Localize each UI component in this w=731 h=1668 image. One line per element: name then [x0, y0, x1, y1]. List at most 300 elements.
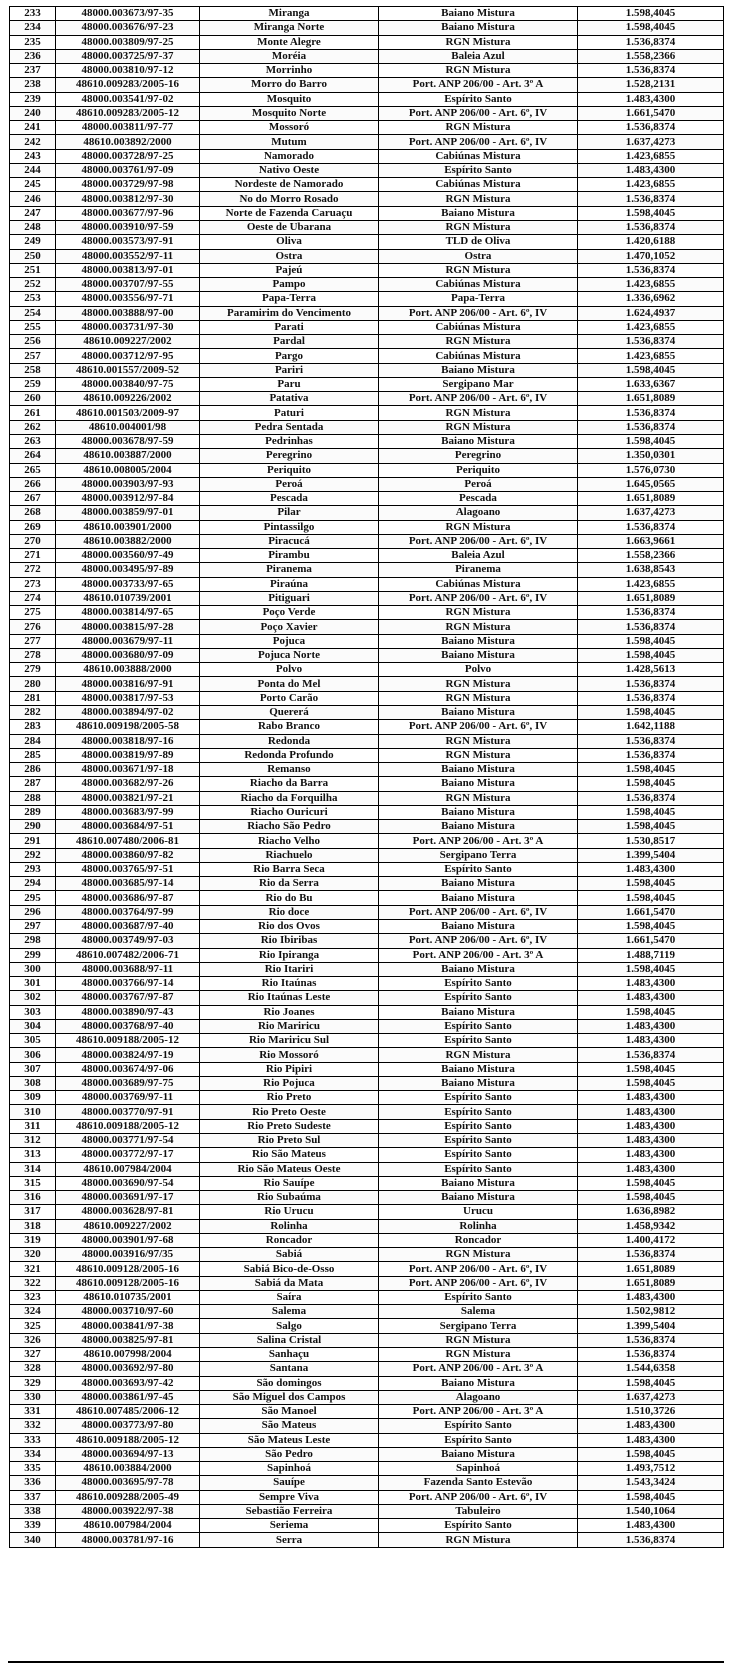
row-number-cell: 270 — [10, 534, 56, 548]
price-cell: 1.651,8089 — [578, 1276, 724, 1290]
reference-oil-cell: Baiano Mistura — [379, 805, 578, 819]
table-row — [10, 1091, 724, 1105]
reference-oil-cell: Papa-Terra — [379, 292, 578, 306]
process-number-cell: 48610.001557/2009-52 — [56, 363, 200, 377]
row-number-cell: 283 — [10, 720, 56, 734]
row-number-cell: 261 — [10, 406, 56, 420]
field-name-cell: Quererá — [200, 706, 379, 720]
row-number-cell: 321 — [10, 1262, 56, 1276]
reference-oil-cell: Alagoano — [379, 1390, 578, 1404]
field-name-cell: Namorado — [200, 149, 379, 163]
field-name-cell: Porto Carão — [200, 691, 379, 705]
row-number-cell: 306 — [10, 1048, 56, 1062]
price-cell: 1.483,4300 — [578, 1091, 724, 1105]
table-row — [10, 7, 724, 21]
process-number-cell: 48000.003692/97-80 — [56, 1362, 200, 1376]
process-number-cell: 48000.003816/97-91 — [56, 677, 200, 691]
row-number-cell: 257 — [10, 349, 56, 363]
table-row — [10, 434, 724, 448]
field-name-cell: Rio Subaúma — [200, 1191, 379, 1205]
reference-oil-cell: RGN Mistura — [379, 677, 578, 691]
table-row — [10, 991, 724, 1005]
reference-oil-cell: Baiano Mistura — [379, 1191, 578, 1205]
price-cell: 1.598,4045 — [578, 634, 724, 648]
price-cell: 1.651,8089 — [578, 392, 724, 406]
reference-oil-cell: Alagoano — [379, 506, 578, 520]
price-cell: 1.544,6358 — [578, 1362, 724, 1376]
reference-oil-cell: Sergipano Terra — [379, 1319, 578, 1333]
reference-oil-cell: Baiano Mistura — [379, 21, 578, 35]
table-row — [10, 235, 724, 249]
field-name-cell: Pojuca — [200, 634, 379, 648]
process-number-cell: 48000.003725/97-37 — [56, 49, 200, 63]
row-number-cell: 293 — [10, 862, 56, 876]
price-cell: 1.598,4045 — [578, 920, 724, 934]
reference-oil-cell: RGN Mistura — [379, 748, 578, 762]
process-number-cell: 48610.009226/2002 — [56, 392, 200, 406]
process-number-cell: 48000.003860/97-82 — [56, 848, 200, 862]
field-name-cell: Rio Urucu — [200, 1205, 379, 1219]
price-cell: 1.661,5470 — [578, 905, 724, 919]
row-number-cell: 312 — [10, 1133, 56, 1147]
row-number-cell: 286 — [10, 763, 56, 777]
field-name-cell: Pajeú — [200, 263, 379, 277]
table-row — [10, 1005, 724, 1019]
price-cell: 1.598,4045 — [578, 877, 724, 891]
field-name-cell: Nativo Oeste — [200, 163, 379, 177]
reference-oil-cell: Espírito Santo — [379, 1162, 578, 1176]
process-number-cell: 48000.003861/97-45 — [56, 1390, 200, 1404]
field-name-cell: Salema — [200, 1305, 379, 1319]
price-cell: 1.598,4045 — [578, 1176, 724, 1190]
table-row — [10, 648, 724, 662]
table-row — [10, 1390, 724, 1404]
field-name-cell: Rio Mariricu Sul — [200, 1034, 379, 1048]
process-number-cell: 48000.003687/97-40 — [56, 920, 200, 934]
table-row — [10, 777, 724, 791]
process-number-cell: 48000.003894/97-02 — [56, 706, 200, 720]
row-number-cell: 303 — [10, 1005, 56, 1019]
row-number-cell: 243 — [10, 149, 56, 163]
field-name-cell: Paru — [200, 377, 379, 391]
price-cell: 1.483,4300 — [578, 92, 724, 106]
price-cell: 1.483,4300 — [578, 977, 724, 991]
table-row — [10, 377, 724, 391]
table-row — [10, 1019, 724, 1033]
field-name-cell: Parati — [200, 320, 379, 334]
row-number-cell: 290 — [10, 820, 56, 834]
row-number-cell: 296 — [10, 905, 56, 919]
field-name-cell: Ponta do Mel — [200, 677, 379, 691]
reference-oil-cell: Baiano Mistura — [379, 763, 578, 777]
process-number-cell: 48000.003840/97-75 — [56, 377, 200, 391]
field-name-cell: Riacho São Pedro — [200, 820, 379, 834]
price-cell: 1.536,8374 — [578, 335, 724, 349]
process-number-cell: 48000.003824/97-19 — [56, 1048, 200, 1062]
field-name-cell: Poço Xavier — [200, 620, 379, 634]
table-row — [10, 306, 724, 320]
field-name-cell: Pargo — [200, 349, 379, 363]
row-number-cell: 239 — [10, 92, 56, 106]
table-row — [10, 1262, 724, 1276]
reference-oil-cell: Cabiúnas Mistura — [379, 149, 578, 163]
table-row — [10, 620, 724, 634]
row-number-cell: 276 — [10, 620, 56, 634]
row-number-cell: 254 — [10, 306, 56, 320]
process-number-cell: 48610.007984/2004 — [56, 1519, 200, 1533]
field-name-cell: Santana — [200, 1362, 379, 1376]
price-cell: 1.428,5613 — [578, 663, 724, 677]
process-number-cell: 48000.003821/97-21 — [56, 791, 200, 805]
reference-oil-cell: Espírito Santo — [379, 1433, 578, 1447]
process-number-cell: 48000.003761/97-09 — [56, 163, 200, 177]
field-name-cell: Pariri — [200, 363, 379, 377]
process-number-cell: 48000.003768/97-40 — [56, 1019, 200, 1033]
price-cell: 1.483,4300 — [578, 1019, 724, 1033]
process-number-cell: 48610.007485/2006-12 — [56, 1405, 200, 1419]
reference-oil-cell: Baiano Mistura — [379, 7, 578, 21]
table-row — [10, 691, 724, 705]
reference-oil-cell: Port. ANP 206/00 - Art. 3º A — [379, 1405, 578, 1419]
field-name-cell: Rio dos Ovos — [200, 920, 379, 934]
price-cell: 1.598,4045 — [578, 805, 724, 819]
field-name-cell: Sabiá da Mata — [200, 1276, 379, 1290]
field-name-cell: Peroá — [200, 477, 379, 491]
row-number-cell: 298 — [10, 934, 56, 948]
row-number-cell: 337 — [10, 1490, 56, 1504]
row-number-cell: 245 — [10, 178, 56, 192]
process-number-cell: 48610.004001/98 — [56, 420, 200, 434]
row-number-cell: 238 — [10, 78, 56, 92]
reference-oil-cell: Baiano Mistura — [379, 206, 578, 220]
process-number-cell: 48000.003912/97-84 — [56, 492, 200, 506]
row-number-cell: 250 — [10, 249, 56, 263]
field-name-cell: Riacho Ouricuri — [200, 805, 379, 819]
reference-oil-cell: RGN Mistura — [379, 35, 578, 49]
price-cell: 1.598,4045 — [578, 1447, 724, 1461]
row-number-cell: 266 — [10, 477, 56, 491]
reference-oil-cell: Espírito Santo — [379, 1034, 578, 1048]
reference-oil-cell: Port. ANP 206/00 - Art. 3º A — [379, 1362, 578, 1376]
process-number-cell: 48000.003689/97-75 — [56, 1076, 200, 1090]
reference-oil-cell: Baiano Mistura — [379, 891, 578, 905]
price-cell: 1.423,6855 — [578, 149, 724, 163]
field-name-cell: Piracucá — [200, 534, 379, 548]
reference-oil-cell: Port. ANP 206/00 - Art. 6º, IV — [379, 720, 578, 734]
price-cell: 1.558,2366 — [578, 49, 724, 63]
reference-oil-cell: Baiano Mistura — [379, 1076, 578, 1090]
price-cell: 1.536,8374 — [578, 220, 724, 234]
row-number-cell: 273 — [10, 577, 56, 591]
price-cell: 1.458,9342 — [578, 1219, 724, 1233]
price-cell: 1.598,4045 — [578, 820, 724, 834]
reference-oil-cell: Urucu — [379, 1205, 578, 1219]
field-name-cell: São Mateus — [200, 1419, 379, 1433]
reference-oil-cell: Peroá — [379, 477, 578, 491]
reference-oil-cell: RGN Mistura — [379, 406, 578, 420]
price-cell: 1.483,4300 — [578, 991, 724, 1005]
table-row — [10, 805, 724, 819]
reference-oil-cell: Espírito Santo — [379, 1290, 578, 1304]
process-number-cell: 48000.003812/97-30 — [56, 192, 200, 206]
reference-oil-cell: Baiano Mistura — [379, 920, 578, 934]
field-name-cell: Rabo Branco — [200, 720, 379, 734]
price-cell: 1.536,8374 — [578, 1533, 724, 1547]
process-number-cell: 48000.003560/97-49 — [56, 549, 200, 563]
row-number-cell: 265 — [10, 463, 56, 477]
table-row — [10, 1333, 724, 1347]
row-number-cell: 253 — [10, 292, 56, 306]
process-number-cell: 48000.003729/97-98 — [56, 178, 200, 192]
table-row — [10, 1233, 724, 1247]
process-number-cell: 48000.003901/97-68 — [56, 1233, 200, 1247]
reference-oil-cell: Salema — [379, 1305, 578, 1319]
price-cell: 1.598,4045 — [578, 1062, 724, 1076]
table-row — [10, 962, 724, 976]
field-name-cell: Rio doce — [200, 905, 379, 919]
price-cell: 1.598,4045 — [578, 648, 724, 662]
reference-oil-cell: Baiano Mistura — [379, 1176, 578, 1190]
field-name-cell: Miranga Norte — [200, 21, 379, 35]
row-number-cell: 240 — [10, 106, 56, 120]
row-number-cell: 300 — [10, 962, 56, 976]
table-row — [10, 320, 724, 334]
row-number-cell: 242 — [10, 135, 56, 149]
process-number-cell: 48000.003810/97-12 — [56, 64, 200, 78]
reference-oil-cell: Port. ANP 206/00 - Art. 6º, IV — [379, 135, 578, 149]
field-name-cell: Seriema — [200, 1519, 379, 1533]
row-number-cell: 235 — [10, 35, 56, 49]
process-number-cell: 48000.003690/97-54 — [56, 1176, 200, 1190]
field-name-cell: Oliva — [200, 235, 379, 249]
table-row — [10, 948, 724, 962]
reference-oil-cell: Espírito Santo — [379, 163, 578, 177]
table-row — [10, 1105, 724, 1119]
reference-oil-cell: Port. ANP 206/00 - Art. 6º, IV — [379, 306, 578, 320]
reference-oil-cell: Pescada — [379, 492, 578, 506]
price-cell: 1.598,4045 — [578, 7, 724, 21]
price-cell: 1.638,8543 — [578, 563, 724, 577]
field-name-cell: Redonda — [200, 734, 379, 748]
field-name-cell: Rio Itariri — [200, 962, 379, 976]
reference-oil-cell: Roncador — [379, 1233, 578, 1247]
process-number-cell: 48610.001503/2009-97 — [56, 406, 200, 420]
table-row — [10, 1362, 724, 1376]
process-number-cell: 48000.003691/97-17 — [56, 1191, 200, 1205]
field-name-cell: Rio Joanes — [200, 1005, 379, 1019]
table-row — [10, 64, 724, 78]
reference-oil-cell: RGN Mistura — [379, 620, 578, 634]
row-number-cell: 323 — [10, 1290, 56, 1304]
reference-oil-cell: Espírito Santo — [379, 92, 578, 106]
field-name-cell: Rio Barra Seca — [200, 862, 379, 876]
process-number-cell: 48000.003710/97-60 — [56, 1305, 200, 1319]
reference-oil-cell: Baleia Azul — [379, 49, 578, 63]
field-name-cell: Pitiguari — [200, 591, 379, 605]
field-name-cell: Paramirim do Vencimento — [200, 306, 379, 320]
process-number-cell: 48610.007984/2004 — [56, 1162, 200, 1176]
price-cell: 1.536,8374 — [578, 192, 724, 206]
field-name-cell: Rio São Mateus Oeste — [200, 1162, 379, 1176]
price-cell: 1.530,8517 — [578, 834, 724, 848]
price-cell: 1.536,8374 — [578, 1248, 724, 1262]
reference-oil-cell: RGN Mistura — [379, 64, 578, 78]
reference-oil-cell: Cabiúnas Mistura — [379, 178, 578, 192]
table-row — [10, 591, 724, 605]
reference-oil-cell: RGN Mistura — [379, 734, 578, 748]
row-number-cell: 339 — [10, 1519, 56, 1533]
row-number-cell: 314 — [10, 1162, 56, 1176]
field-name-cell: Sempre Viva — [200, 1490, 379, 1504]
process-number-cell: 48000.003910/97-59 — [56, 220, 200, 234]
field-name-cell: Riacho da Barra — [200, 777, 379, 791]
field-name-cell: Rio Ibiribas — [200, 934, 379, 948]
row-number-cell: 262 — [10, 420, 56, 434]
price-cell: 1.633,6367 — [578, 377, 724, 391]
price-cell: 1.651,8089 — [578, 1262, 724, 1276]
process-number-cell: 48000.003767/97-87 — [56, 991, 200, 1005]
row-number-cell: 313 — [10, 1148, 56, 1162]
table-row — [10, 1405, 724, 1419]
process-number-cell: 48000.003541/97-02 — [56, 92, 200, 106]
process-number-cell: 48000.003695/97-78 — [56, 1476, 200, 1490]
field-name-cell: Roncador — [200, 1233, 379, 1247]
reference-oil-cell: Cabiúnas Mistura — [379, 320, 578, 334]
reference-oil-cell: Baiano Mistura — [379, 820, 578, 834]
row-number-cell: 246 — [10, 192, 56, 206]
table-row — [10, 1447, 724, 1461]
field-name-cell: Rio Preto Sul — [200, 1133, 379, 1147]
price-cell: 1.483,4300 — [578, 1034, 724, 1048]
row-number-cell: 279 — [10, 663, 56, 677]
row-number-cell: 269 — [10, 520, 56, 534]
table-row — [10, 1219, 724, 1233]
field-name-cell: Mossoró — [200, 121, 379, 135]
table-row — [10, 1433, 724, 1447]
row-number-cell: 329 — [10, 1376, 56, 1390]
field-name-cell: Rio Preto Sudeste — [200, 1119, 379, 1133]
price-cell: 1.536,8374 — [578, 691, 724, 705]
table-row — [10, 506, 724, 520]
price-cell: 1.536,8374 — [578, 520, 724, 534]
field-name-cell: Pedra Sentada — [200, 420, 379, 434]
table-row — [10, 663, 724, 677]
field-name-cell: Polvo — [200, 663, 379, 677]
table-row — [10, 406, 724, 420]
table-row — [10, 163, 724, 177]
reference-oil-cell: Baiano Mistura — [379, 777, 578, 791]
process-number-cell: 48000.003765/97-51 — [56, 862, 200, 876]
table-row — [10, 905, 724, 919]
price-cell: 1.598,4045 — [578, 763, 724, 777]
table-row — [10, 78, 724, 92]
field-name-cell: Mosquito — [200, 92, 379, 106]
table-row — [10, 349, 724, 363]
price-cell: 1.598,4045 — [578, 706, 724, 720]
table-row — [10, 1205, 724, 1219]
process-number-cell: 48000.003764/97-99 — [56, 905, 200, 919]
table-row — [10, 1048, 724, 1062]
table-row — [10, 720, 724, 734]
process-number-cell: 48610.003901/2000 — [56, 520, 200, 534]
field-name-cell: Pintassilgo — [200, 520, 379, 534]
reference-oil-cell: Espírito Santo — [379, 1091, 578, 1105]
field-name-cell: Paturi — [200, 406, 379, 420]
price-cell: 1.350,0301 — [578, 449, 724, 463]
field-name-cell: Pedrinhas — [200, 434, 379, 448]
field-name-cell: Pampo — [200, 278, 379, 292]
row-number-cell: 237 — [10, 64, 56, 78]
table-row — [10, 135, 724, 149]
row-number-cell: 281 — [10, 691, 56, 705]
price-cell: 1.483,4300 — [578, 1162, 724, 1176]
field-name-cell: Rio Mossoró — [200, 1048, 379, 1062]
field-name-cell: Sauípe — [200, 1476, 379, 1490]
field-name-cell: Rio da Serra — [200, 877, 379, 891]
process-number-cell: 48610.009288/2005-49 — [56, 1490, 200, 1504]
row-number-cell: 318 — [10, 1219, 56, 1233]
process-number-cell: 48000.003728/97-25 — [56, 149, 200, 163]
row-number-cell: 233 — [10, 7, 56, 21]
row-number-cell: 236 — [10, 49, 56, 63]
field-name-cell: Riachuelo — [200, 848, 379, 862]
table-body — [10, 7, 724, 1548]
price-cell: 1.636,8982 — [578, 1205, 724, 1219]
price-cell: 1.483,4300 — [578, 1419, 724, 1433]
process-number-cell: 48000.003769/97-11 — [56, 1091, 200, 1105]
process-number-cell: 48000.003814/97-65 — [56, 606, 200, 620]
field-name-cell: Periquito — [200, 463, 379, 477]
reference-oil-cell: RGN Mistura — [379, 220, 578, 234]
price-cell: 1.399,5404 — [578, 848, 724, 862]
table-row — [10, 49, 724, 63]
row-number-cell: 333 — [10, 1433, 56, 1447]
price-cell: 1.651,8089 — [578, 591, 724, 605]
price-cell: 1.423,6855 — [578, 320, 724, 334]
price-cell: 1.598,4045 — [578, 962, 724, 976]
price-cell: 1.536,8374 — [578, 121, 724, 135]
row-number-cell: 340 — [10, 1533, 56, 1547]
row-number-cell: 325 — [10, 1319, 56, 1333]
row-number-cell: 249 — [10, 235, 56, 249]
table-row — [10, 877, 724, 891]
field-name-cell: Moréia — [200, 49, 379, 63]
price-cell: 1.536,8374 — [578, 263, 724, 277]
process-number-cell: 48000.003916/97/35 — [56, 1248, 200, 1262]
price-cell: 1.483,4300 — [578, 1133, 724, 1147]
price-cell: 1.642,1188 — [578, 720, 724, 734]
row-number-cell: 315 — [10, 1176, 56, 1190]
price-cell: 1.399,5404 — [578, 1319, 724, 1333]
field-name-cell: No do Morro Rosado — [200, 192, 379, 206]
reference-oil-cell: Espírito Santo — [379, 1148, 578, 1162]
reference-oil-cell: Sergipano Terra — [379, 848, 578, 862]
row-number-cell: 338 — [10, 1504, 56, 1518]
row-number-cell: 244 — [10, 163, 56, 177]
process-number-cell: 48000.003888/97-00 — [56, 306, 200, 320]
process-number-cell: 48000.003693/97-42 — [56, 1376, 200, 1390]
table-row — [10, 1533, 724, 1547]
table-row — [10, 178, 724, 192]
price-cell: 1.651,8089 — [578, 492, 724, 506]
field-name-cell: Papa-Terra — [200, 292, 379, 306]
row-number-cell: 260 — [10, 392, 56, 406]
table-row — [10, 278, 724, 292]
table-row — [10, 1319, 724, 1333]
row-number-cell: 258 — [10, 363, 56, 377]
price-cell: 1.528,2131 — [578, 78, 724, 92]
process-number-cell: 48610.010735/2001 — [56, 1290, 200, 1304]
